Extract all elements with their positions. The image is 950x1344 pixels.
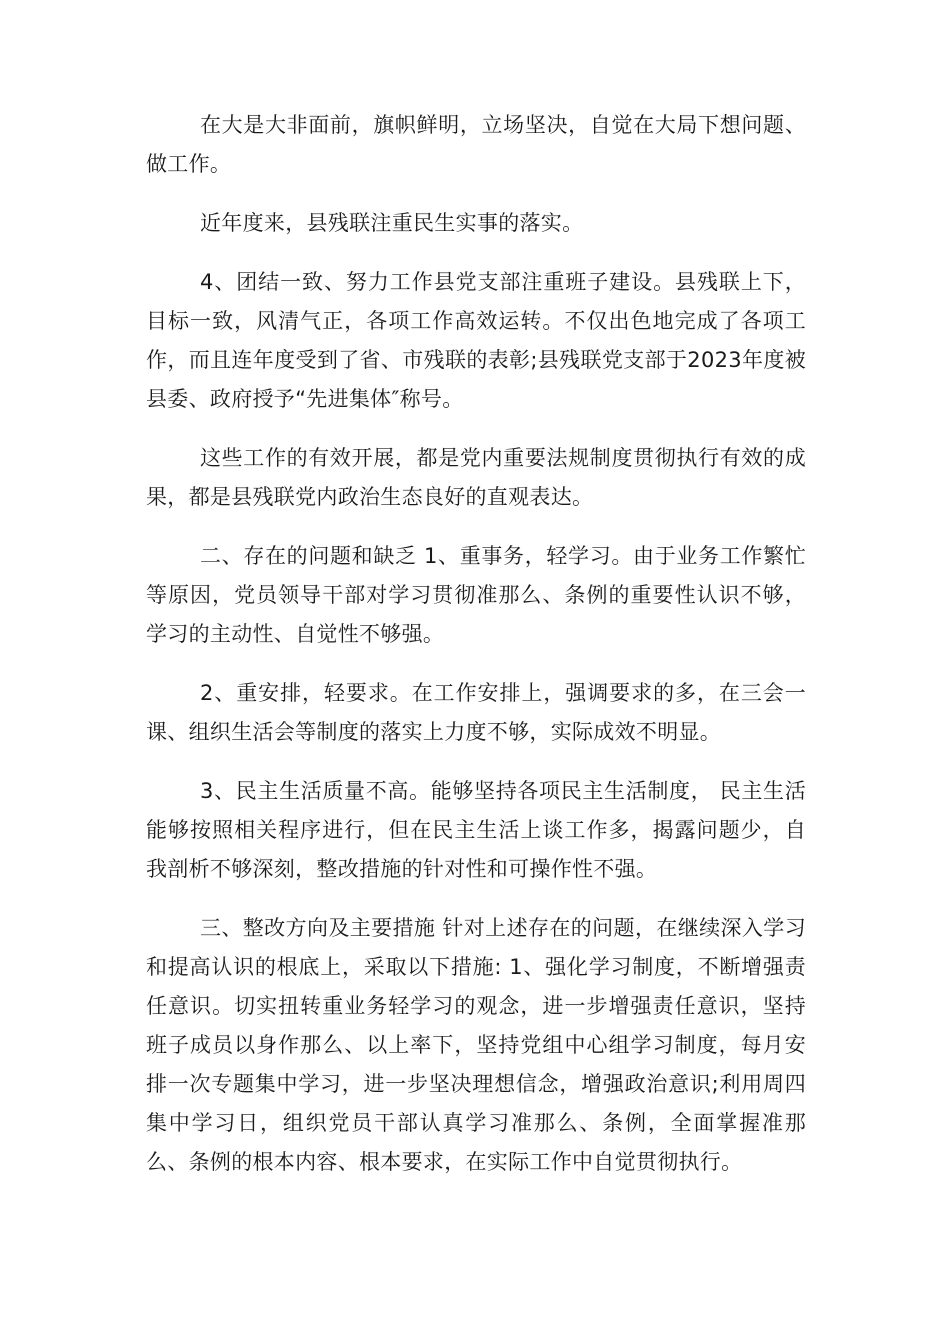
paragraph-7: 3、民主生活质量不高。能够坚持各项民主生活制度， 民主生活能够按照相关程序进行，但在民主生活上谈工作多，揭露问题少，自我剖析不够深刻，整改措施的针对性和可操作性不强。 bbox=[146, 779, 806, 881]
paragraph-8: 三、整改方向及主要措施 针对上述存在的问题，在继续深入学习和提高认识的根底上，采取以下措施: 1、强化学习制度，不断增强责任意识。切实扭转重业务轻学习的观念，进一步增强责任意识，坚持班子成员以身作那么、以上率下，坚持党组中心组学习制度，每月安排一次专题集中学习，进一步坚决理想信念，增强政治意识;利用周四集中学习日，组织党员干部认真学习准那么、条例，全面掌握准那么、条例的根本内容、根本要求，在实际工作中自觉贯彻执行。 bbox=[146, 916, 806, 1174]
paragraph-1: 在大是大非面前，旗帜鲜明，立场坚决，自觉在大局下想问题、做工作。 bbox=[146, 113, 806, 176]
paragraph-3: 4、团结一致、努力工作县党支部注重班子建设。县残联上下，目标一致，风清气正，各项工作高效运转。不仅出色地完成了各项工作，而且连年度受到了省、市残联的表彰;县残联党支部于2023年度被县委、政府授予“先进集体″称号。 bbox=[146, 270, 806, 411]
paragraph-5: 二、存在的问题和缺乏 1、重事务，轻学习。由于业务工作繁忙等原因，党员领导干部对学习贯彻准那么、条例的重要性认识不够，学习的主动性、自觉性不够强。 bbox=[146, 544, 806, 646]
paragraph-6: 2、重安排，轻要求。在工作安排上，强调要求的多，在三会一课、组织生活会等制度的落实上力度不够，实际成效不明显。 bbox=[146, 681, 806, 744]
paragraph-2: 近年度来，县残联注重民生实事的落实。 bbox=[200, 211, 584, 235]
document-body bbox=[146, 106, 806, 1202]
paragraph-4: 这些工作的有效开展，都是党内重要法规制度贯彻执行有效的成果，都是县残联党内政治生态良好的直观表达。 bbox=[146, 446, 806, 509]
